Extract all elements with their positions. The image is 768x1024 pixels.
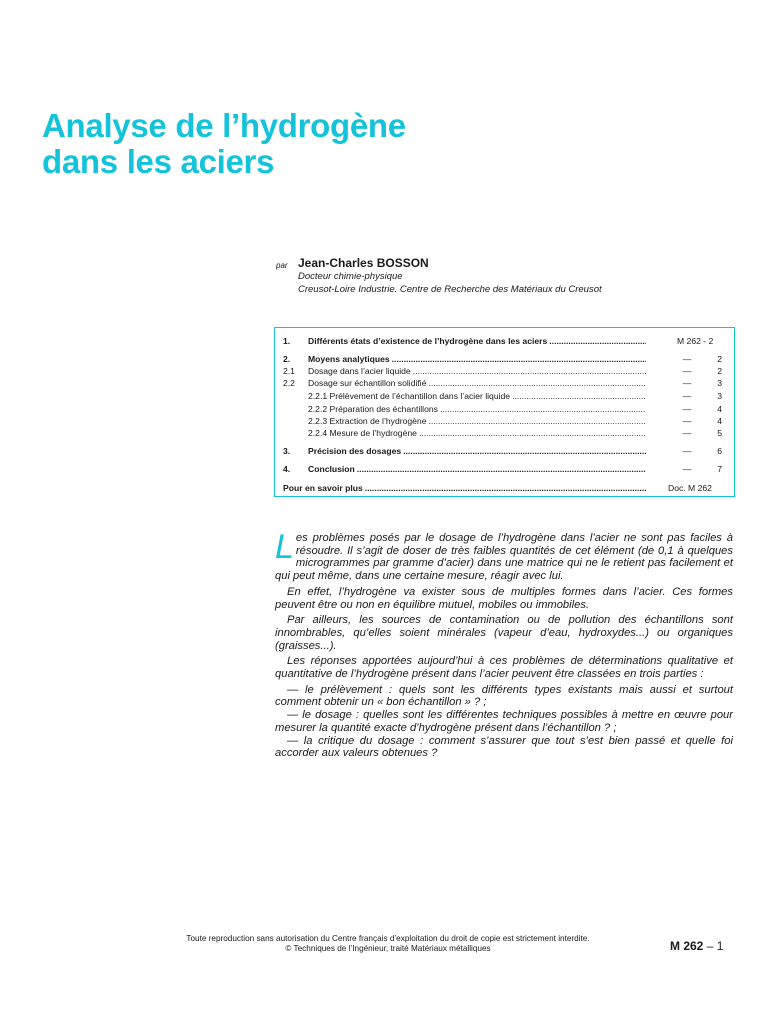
toc-dash: — — [682, 446, 692, 456]
document-code: M 262 — [670, 939, 704, 953]
toc-page: 4 — [717, 404, 722, 414]
toc-label: Moyens analytiques ..... — [308, 353, 646, 365]
toc-label: 2.2.1 Prélèvement de l’échantillon dans l’acier liquide ..... — [308, 390, 646, 402]
paragraph: — le dosage : quelles sont les différentes techniques possibles à mettre en œuvre pour mesurer la quantité exacte d’hydrogène présent dans l’échantillon ? ; — [275, 709, 733, 734]
toc-row[interactable] — [275, 415, 734, 427]
paragraph: Les problèmes posés par le dosage de l’hydrogène dans l’acier ne sont pas faciles à résoudre. Il s’agit de doser de très faibles quantités de cet élément (de 0,1 à quelques microgrammes par gramme d’acier) dans une matrice qui ne le retient pas facilement et qui peut même, dans une certaine mesure, réagir avec lui. — [275, 528, 733, 583]
toc-label: Dosage sur échantillon solidifié ..... — [308, 377, 646, 389]
copyright-notice — [145, 934, 631, 953]
toc-page: 5 — [717, 428, 722, 438]
document-title — [42, 108, 406, 180]
toc-row[interactable] — [275, 390, 734, 402]
toc-number: 2. — [283, 354, 291, 364]
toc-label: Différents états d’existence de l’hydrogène dans les aciers ..... — [308, 335, 646, 347]
paragraph: Par ailleurs, les sources de contamination ou de pollution des échantillons sont innombrables, qu’elles soient minérales (vapeur d’eau, hydroxydes...) ou organiques (graisses...). — [275, 614, 733, 652]
toc-dash: — — [682, 464, 692, 474]
copyright-line-1: Toute reproduction sans autorisation du Centre français d’exploitation du droit de copie est strictement interdite. — [186, 934, 590, 943]
toc-number: 4. — [283, 464, 291, 474]
paragraph: — la critique du dosage : comment s’assurer que tout s’est bien passé et quelle foi accorder aux valeurs obtenues ? — [275, 734, 733, 760]
author-name: Jean-Charles BOSSON — [298, 256, 429, 270]
toc-page: Doc. M 262 — [668, 483, 712, 493]
toc-row[interactable] — [275, 365, 734, 377]
copyright-line-2: © Techniques de l’Ingénieur, traité Matériaux métalliques — [285, 943, 491, 953]
toc-label: Dosage dans l’acier liquide ..... — [308, 365, 646, 377]
toc-number: 2.1 — [283, 366, 295, 376]
author-par: par — [276, 261, 288, 270]
toc-dash: — — [682, 416, 692, 426]
toc-dash: — — [682, 378, 692, 388]
toc-page: M 262 - 2 — [677, 336, 714, 346]
toc-row[interactable] — [275, 377, 734, 389]
paragraph: Les réponses apportées aujourd’hui à ces problèmes de déterminations qualitative et quantitative de l’hydrogène présent dans l’acier peuvent être classées en trois parties : — [275, 655, 733, 681]
toc-dash: — — [682, 354, 692, 364]
toc-page: 4 — [717, 416, 722, 426]
article-introduction — [275, 528, 733, 763]
toc-label: Conclusion ..... — [308, 463, 646, 475]
toc-row[interactable] — [275, 403, 734, 415]
toc-label: 2.2.4 Mesure de l’hydrogène ..... — [308, 427, 646, 439]
toc-label: Précision des dosages ..... — [308, 445, 646, 457]
toc-page: 7 — [717, 464, 722, 474]
toc-page: 3 — [717, 391, 722, 401]
toc-row[interactable] — [275, 353, 734, 365]
toc-label: Pour en savoir plus ..... — [283, 482, 646, 494]
toc-number: 2.2 — [283, 378, 295, 388]
toc-page: 6 — [717, 446, 722, 456]
toc-number: 1. — [283, 336, 291, 346]
toc-dash: — — [682, 366, 692, 376]
toc-page: 2 — [717, 354, 722, 364]
toc-label: 2.2.3 Extraction de l’hydrogène ..... — [308, 415, 646, 427]
toc-dash: — — [682, 391, 692, 401]
title-line-2: dans les aciers — [42, 143, 275, 180]
paragraph: — le prélèvement : quels sont les différents types existants mais aussi et surtout comment obtenir un « bon échantillon » ? ; — [275, 683, 733, 709]
toc-dash: — — [682, 404, 692, 414]
toc-number: 3. — [283, 446, 291, 456]
page-index: – 1 — [703, 939, 724, 953]
toc-row[interactable] — [275, 463, 734, 475]
toc-page: 3 — [717, 378, 722, 388]
table-of-contents — [274, 327, 735, 497]
toc-dash: — — [682, 428, 692, 438]
toc-row[interactable] — [275, 445, 734, 457]
toc-row[interactable] — [275, 427, 734, 439]
toc-label: 2.2.2 Préparation des échantillons ..... — [308, 403, 646, 415]
title-line-1: Analyse de l’hydrogène — [42, 107, 406, 144]
toc-page: 2 — [717, 366, 722, 376]
toc-row[interactable] — [275, 335, 734, 347]
paragraph: En effet, l’hydrogène va exister sous de multiples formes dans l’acier. Ces formes peuvent être ou non en équilibre mutuel, mobiles ou immobiles. — [275, 585, 733, 611]
author-title: Docteur chimie-physique — [298, 271, 403, 282]
page-number — [670, 939, 723, 953]
drop-cap: L — [275, 528, 294, 566]
author-affiliation: Creusot-Loire Industrie. Centre de Recherche des Matériaux du Creusot — [298, 284, 602, 295]
toc-row[interactable] — [275, 482, 734, 494]
